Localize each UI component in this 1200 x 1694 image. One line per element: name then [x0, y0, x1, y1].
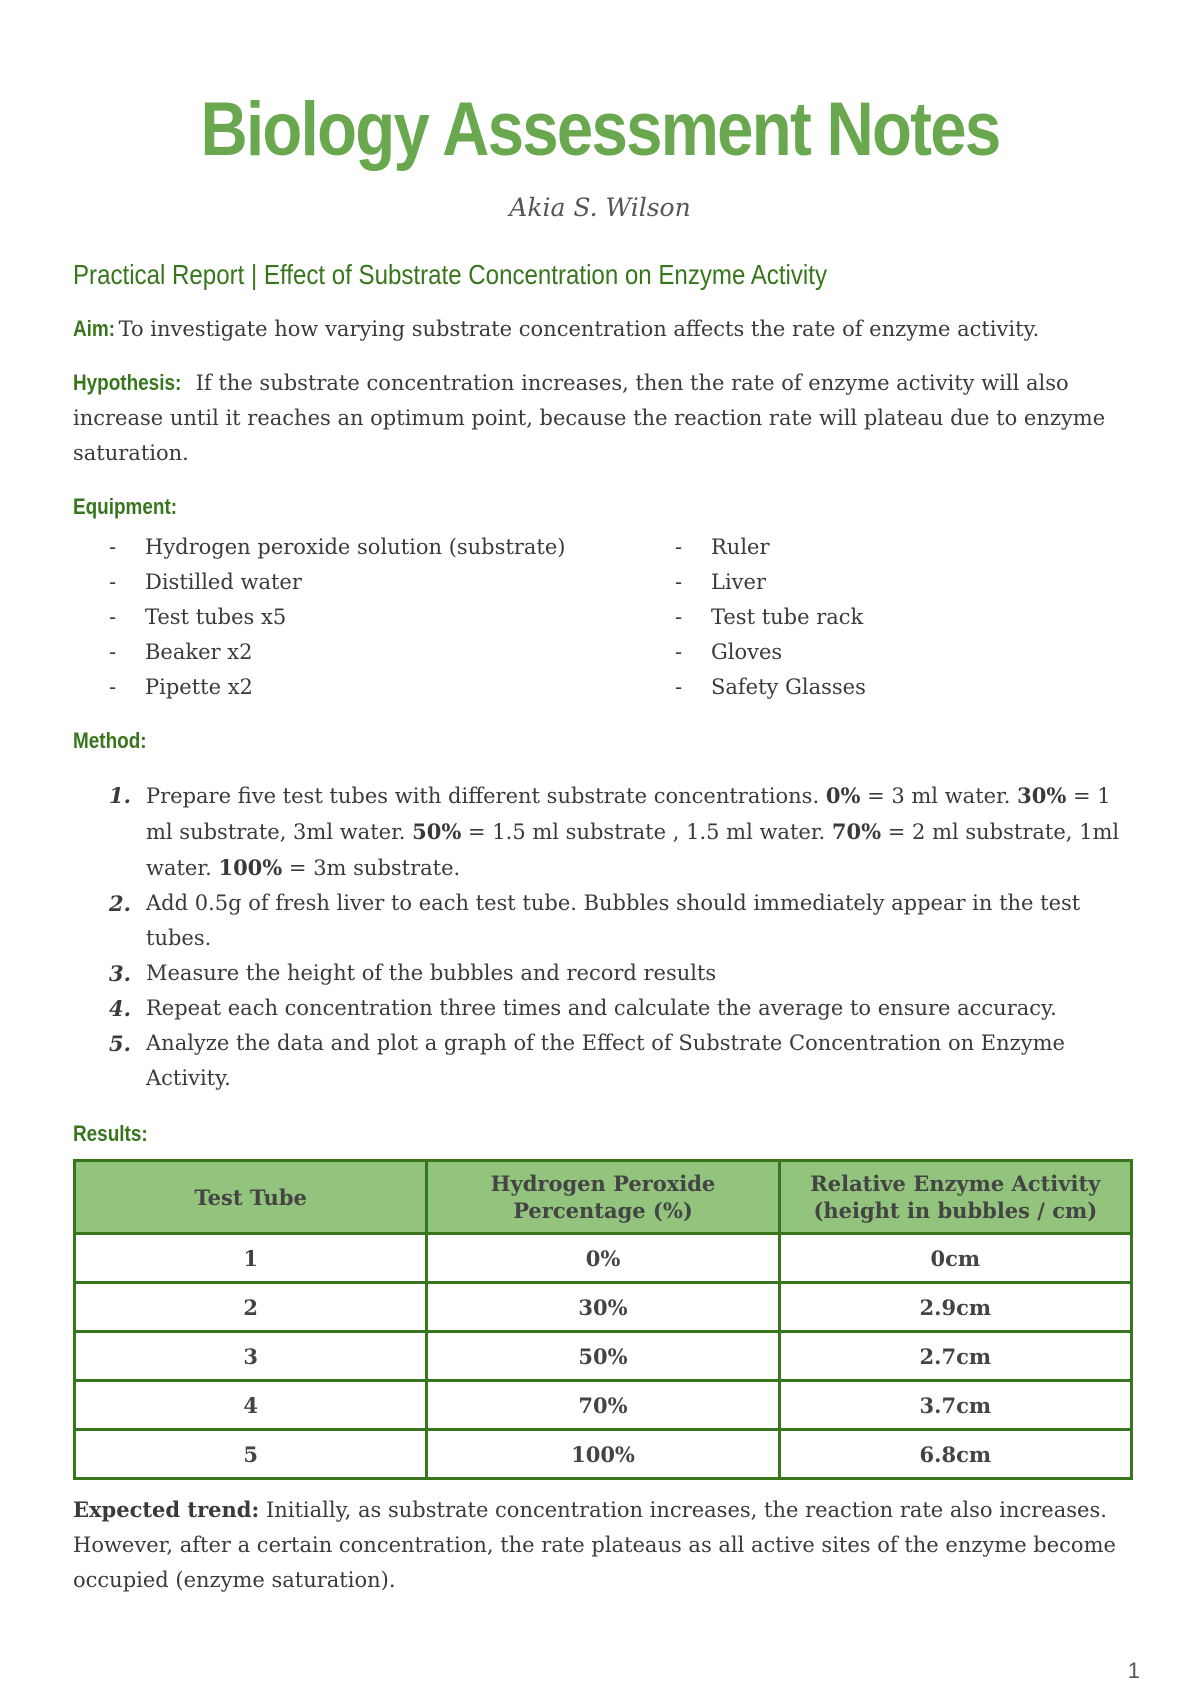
equipment-item-text: Test tubes x5	[145, 605, 287, 629]
step-text: Repeat each concentration three times and calculate the average to ensure accuracy.	[146, 996, 1057, 1020]
author-name: Akia S. Wilson	[509, 193, 691, 222]
step-text: Prepare five test tubes with different substrate concentrations.	[146, 784, 826, 808]
equipment-item	[109, 600, 675, 635]
equipment-item-text: Gloves	[711, 640, 783, 664]
document-title: Biology Assessment Notes	[200, 87, 1000, 172]
page-number: 1	[1127, 1658, 1140, 1683]
bullet-dash: -	[675, 605, 683, 629]
table-cell: 0%	[427, 1234, 779, 1283]
equipment-list	[73, 530, 1133, 705]
table-row	[75, 1332, 1132, 1381]
equipment-item	[675, 530, 866, 565]
expected-trend-label: Expected trend:	[73, 1497, 260, 1522]
bullet-dash: -	[109, 640, 117, 664]
step-emphasis: 70%	[831, 819, 882, 844]
table-cell: 100%	[427, 1430, 779, 1479]
table-cell: 2	[75, 1283, 427, 1332]
bullet-dash: -	[109, 605, 117, 629]
table-row	[75, 1283, 1132, 1332]
bullet-dash: -	[675, 535, 683, 559]
table-cell: 5	[75, 1430, 427, 1479]
table-cell: 30%	[427, 1283, 779, 1332]
equipment-item-text: Test tube rack	[711, 605, 864, 629]
method-step	[73, 1026, 1133, 1096]
document-body	[73, 253, 1133, 1598]
table-cell: 1	[75, 1234, 427, 1283]
step-emphasis: 0%	[825, 783, 861, 808]
step-number: 2.	[109, 891, 131, 916]
bullet-dash: -	[109, 675, 117, 699]
aim-text: To investigate how varying substrate concentration affects the rate of enzyme activity.	[118, 317, 1040, 341]
table-cell: 0cm	[779, 1234, 1131, 1283]
table-cell: 2.9cm	[779, 1283, 1131, 1332]
expected-trend-paragraph	[73, 1492, 1133, 1598]
bullet-dash: -	[675, 675, 683, 699]
method-step	[73, 778, 1133, 886]
table-row	[75, 1430, 1132, 1479]
header-enzyme-activity: Relative Enzyme Activity (height in bubbles / cm)	[779, 1161, 1131, 1234]
step-text: = 3 ml water.	[860, 784, 1018, 808]
table-cell: 3	[75, 1332, 427, 1381]
step-number: 3.	[109, 961, 131, 986]
step-text: = 1.5 ml substrate , 1.5 ml water.	[461, 820, 832, 844]
equipment-item-text: Pipette x2	[145, 675, 253, 699]
results-heading: Results:	[73, 1121, 148, 1146]
step-text: = 1 ml substrate, 3ml water.	[146, 784, 1118, 844]
equipment-item-text: Safety Glasses	[711, 675, 866, 699]
equipment-item-text: Liver	[711, 570, 766, 594]
table-cell: 3.7cm	[779, 1381, 1131, 1430]
table-cell: 50%	[427, 1332, 779, 1381]
step-text: = 2 ml substrate, 1ml water.	[146, 820, 1126, 880]
aim-label: Aim:	[73, 316, 116, 341]
step-number: 5.	[109, 1031, 131, 1056]
equipment-item	[675, 635, 866, 670]
step-emphasis: 100%	[218, 855, 283, 880]
equipment-item	[109, 635, 675, 670]
header-peroxide-percentage: Hydrogen Peroxide Percentage (%)	[427, 1161, 779, 1234]
equipment-item	[109, 530, 675, 565]
step-text: = 3m substrate.	[282, 856, 461, 880]
hypothesis-label: Hypothesis:	[73, 370, 182, 395]
equipment-item	[675, 600, 866, 635]
equipment-column-left	[109, 530, 675, 705]
step-number: 1.	[109, 783, 131, 808]
hypothesis-paragraph	[73, 365, 1133, 471]
table-row	[75, 1381, 1132, 1430]
table-cell: 6.8cm	[779, 1430, 1131, 1479]
header-test-tube: Test Tube	[75, 1161, 427, 1234]
hypothesis-text: If the substrate concentration increases, then the rate of enzyme activity will also increase until it reaches an optimum point, because the reaction rate will plateau due to enzyme saturation.	[73, 371, 1106, 465]
method-step	[73, 991, 1133, 1026]
method-steps	[73, 778, 1133, 1096]
bullet-dash: -	[109, 570, 117, 594]
aim-paragraph	[73, 311, 1133, 347]
table-row	[75, 1234, 1132, 1283]
method-heading: Method:	[73, 728, 147, 753]
equipment-heading: Equipment:	[73, 494, 178, 519]
results-header-row	[75, 1161, 1132, 1234]
section-title: Practical Report | Effect of Substrate Concentration on Enzyme Activity	[73, 259, 827, 290]
bullet-dash: -	[675, 640, 683, 664]
step-emphasis: 50%	[412, 819, 462, 844]
step-text: Analyze the data and plot a graph of the Effect of Substrate Concentration on Enzyme Activity.	[146, 1031, 1072, 1090]
method-step	[73, 956, 1133, 991]
equipment-item	[675, 670, 866, 705]
equipment-item	[109, 670, 675, 705]
step-text: Measure the height of the bubbles and record results	[146, 961, 717, 985]
step-text: Add 0.5g of fresh liver to each test tube. Bubbles should immediately appear in the test tubes.	[146, 891, 1087, 950]
equipment-item-text: Beaker x2	[145, 640, 253, 664]
equipment-column-right	[675, 530, 866, 705]
table-cell: 2.7cm	[779, 1332, 1131, 1381]
equipment-item-text: Ruler	[711, 535, 770, 559]
step-number: 4.	[109, 996, 131, 1021]
method-step	[73, 886, 1133, 956]
bullet-dash: -	[109, 535, 117, 559]
results-table	[73, 1159, 1133, 1480]
table-cell: 4	[75, 1381, 427, 1430]
expected-trend-text: Initially, as substrate concentration increases, the reaction rate also increases. However, after a certain concentration, the rate plateaus as all active sites of the enzyme become occupied (enzyme saturation).	[73, 1498, 1116, 1592]
equipment-item-text: Hydrogen peroxide solution (substrate)	[145, 535, 566, 559]
equipment-item	[109, 565, 675, 600]
table-cell: 70%	[427, 1381, 779, 1430]
step-emphasis: 30%	[1017, 783, 1067, 808]
equipment-item	[675, 565, 866, 600]
bullet-dash: -	[675, 570, 683, 594]
equipment-item-text: Distilled water	[145, 570, 302, 594]
